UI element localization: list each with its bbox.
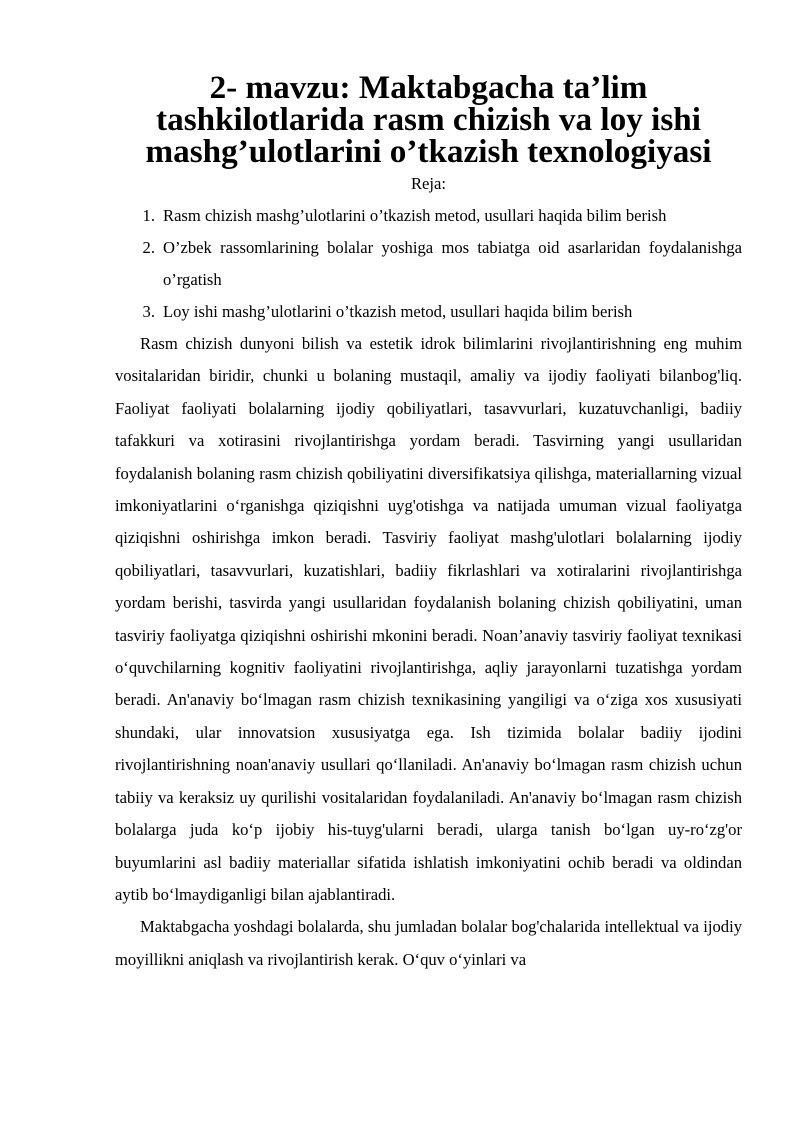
plan-item-number: 1. (142, 206, 155, 225)
plan-item (115, 296, 742, 328)
plan-list (115, 200, 742, 328)
plan-item-number: 2. (142, 238, 155, 257)
plan-item (115, 200, 742, 232)
body-paragraph: Rasm chizish dunyoni bilish va estetik idrok bilimlarini rivojlantirishning eng muhim vositalaridan biridir, chunki u bolaning mustaqil, amaliy va ijodiy faoliyati bilanbog'liq. Faoliyat faoliyati bolalarning ijodiy qobiliyatlari, tasavvurlari, kuzatuvchanligi, badiiy tafakkuri va xotirasini rivojlantirishga yordam beradi. Tasvirning yangi usullaridan foydalanish bolaning rasm chizish qobiliyatini diversifikatsiya qilishga, materiallarning vizual imkoniyatlarini o‘rganishga qiziqishni uyg'otishga va natijada umuman vizual faoliyatga qiziqishni oshirishga imkon beradi. Tasviriy faoliyat mashg'ulotlari bolalarning ijodiy qobiliyatlari, tasavvurlari, kuzatishlari, badiiy fikrlashlari va xotiralarini rivojlantirishga yordam berishi, tasvirda yangi usullaridan foydalanish bolaning chizish qobiliyatini, uman tasviriy faoliyatga qiziqishni oshirishi mkonini beradi. Noan’anaviy tasviriy faoliyat texnikasi o‘quvchilarning kognitiv faoliyatini rivojlantirishga, aqliy jarayonlarni tuzatishga yordam beradi. An'anaviy bo‘lmagan rasm chizish texnikasining yangiligi va o‘ziga xos xususiyati shundaki, ular innovatsion xususiyatga ega. Ish tizimida bolalar badiiy ijodini rivojlantirishning noan'anaviy usullari qo‘llaniladi. An'anaviy bo‘lmagan rasm chizish uchun tabiiy va keraksiz uy qurilishi vositalaridan foydalaniladi. An'anaviy bo‘lmagan rasm chizish bolalarga juda ko‘p ijobiy his-tuyg'ularni beradi, ularga tanish bo‘lgan uy-ro‘zg'or buyumlarini asl badiiy materiallar sifatida ishlatish imkoniyatini ochib beradi va oldindan aytib bo‘lmaydiganligi bilan ajablantiradi. (115, 334, 742, 904)
plan-item-text: Loy ishi mashg’ulotlarini o’tkazish metod, usullari haqida bilim berish (163, 302, 633, 321)
plan-item-text: Rasm chizish mashg’ulotlarini o’tkazish metod, usullari haqida bilim berish (163, 206, 667, 225)
body-paragraph: Maktabgacha yoshdagi bolalarda, shu jumladan bolalar bog'chalarida intellektual va ijodiy moyillikni aniqlash va rivojlantirish kerak. O‘quv o‘yinlari va (115, 917, 742, 969)
plan-heading: Reja: (410, 174, 447, 193)
plan-item-text: O’zbek rassomlarining bolalar yoshiga mos tabiatga oid asarlaridan foydalanishga o’rgatish (163, 238, 742, 289)
plan-item (115, 232, 742, 296)
document-page (115, 70, 742, 976)
document-title: 2- mavzu: Maktabgacha ta’lim tashkilotlarida rasm chizish va loy ishi mashg’ulotlarini o’tkazish texnologiyasi (145, 69, 712, 170)
plan-item-number: 3. (142, 302, 155, 321)
